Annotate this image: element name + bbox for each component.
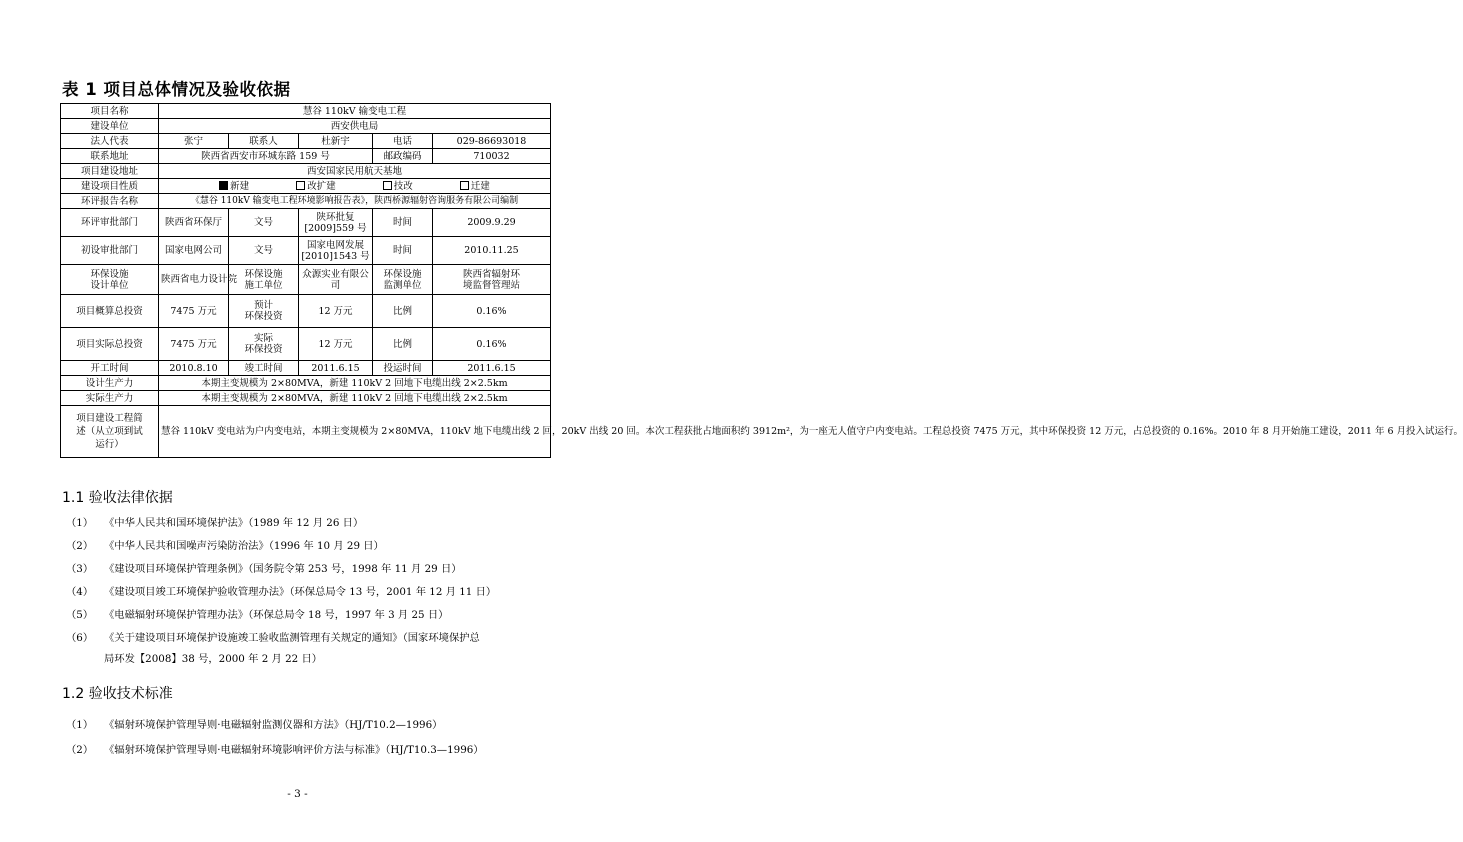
actual-value: 7475 万元 bbox=[159, 328, 229, 361]
site-label: 项目建设地址 bbox=[61, 164, 159, 179]
list-item-continuation: 局环发【2008】38 号，2000 年 2 月 22 日） bbox=[104, 653, 323, 665]
list-item: （1） 《辐射环境保护管理导则·电磁辐射监测仪器和方法》（HJ/T10.2—1996） bbox=[66, 719, 443, 731]
project-name-label: 项目名称 bbox=[61, 104, 159, 119]
start-value: 2010.8.10 bbox=[159, 361, 229, 376]
row-builder bbox=[61, 119, 551, 134]
row-legal-rep bbox=[61, 134, 551, 149]
finish-label: 竣工时间 bbox=[229, 361, 299, 376]
nature-options bbox=[159, 179, 551, 194]
design-capacity-label: 设计生产力 bbox=[61, 376, 159, 391]
row-eia-approval bbox=[61, 209, 551, 237]
actual-ratio-label: 比例 bbox=[373, 328, 433, 361]
postcode-value: 710032 bbox=[433, 149, 551, 164]
checkbox-checked-icon bbox=[219, 181, 228, 190]
legal-rep-value: 张宁 bbox=[159, 134, 229, 149]
eia-time-value: 2009.9.29 bbox=[433, 209, 551, 237]
eia-dept-value: 陕西省环保厅 bbox=[159, 209, 229, 237]
design-capacity-value: 本期主变规模为 2×80MVA，新建 110kV 2 回地下电缆出线 2×2.5km bbox=[159, 376, 551, 391]
project-overview-table bbox=[60, 103, 1463, 458]
env-monitor-label: 环保设施 监测单位 bbox=[373, 265, 433, 295]
nature-option: 迁建 bbox=[460, 181, 490, 192]
address-label: 联系地址 bbox=[61, 149, 159, 164]
budget-label: 项目概算总投资 bbox=[61, 295, 159, 328]
site-value: 西安国家民用航天基地 bbox=[159, 164, 551, 179]
list-item: （3） 《建设项目环境保护管理条例》（国务院令第 253 号，1998 年 11 月 29 日） bbox=[66, 563, 462, 575]
actual-capacity-label: 实际生产力 bbox=[61, 391, 159, 406]
actual-env-label: 实际 环保投资 bbox=[229, 328, 299, 361]
row-actual-capacity bbox=[61, 391, 551, 406]
row-env-units bbox=[61, 265, 551, 295]
actual-label: 项目实际总投资 bbox=[61, 328, 159, 361]
row-brief bbox=[61, 406, 551, 458]
eia-report-value: 《慧谷 110kV 输变电工程环境影响报告表》，陕西桥源辐射咨询服务有限公司编制 bbox=[159, 194, 551, 209]
builder-value: 西安供电局 bbox=[159, 119, 551, 134]
pre-time-label: 时间 bbox=[373, 237, 433, 265]
list-item: （2） 《中华人民共和国噪声污染防治法》（1996 年 10 月 29 日） bbox=[66, 540, 384, 552]
brief-value: 慧谷 110kV 变电站为户内变电站，本期主变规模为 2×80MVA，110kV 地下电缆出线 2 回，20kV 出线 20 回。本次工程获批占地面积约 3912m²，为一座无人值守户内变电站。工程总投资 7475 万元，其中环保投资 12 万元，占总投资的 0.16%。2010 年 8 月开始施工建设，2011 年 6 月投入试运行。 bbox=[159, 406, 551, 458]
budget-env-label: 预计 环保投资 bbox=[229, 295, 299, 328]
budget-env-value: 12 万元 bbox=[299, 295, 373, 328]
row-project-name bbox=[61, 104, 551, 119]
finish-value: 2011.6.15 bbox=[299, 361, 373, 376]
list-item: （2） 《辐射环境保护管理导则·电磁辐射环境影响评价方法与标准》（HJ/T10.3—1996） bbox=[66, 744, 484, 756]
nature-option: 技改 bbox=[383, 181, 413, 192]
builder-label: 建设单位 bbox=[61, 119, 159, 134]
budget-value: 7475 万元 bbox=[159, 295, 229, 328]
list-item: （6） 《关于建设项目环境保护设施竣工验收监测管理有关规定的通知》（国家环境保护总 bbox=[66, 632, 480, 644]
legal-rep-label: 法人代表 bbox=[61, 134, 159, 149]
row-site bbox=[61, 164, 551, 179]
list-item: （1） 《中华人民共和国环境保护法》（1989 年 12 月 26 日） bbox=[66, 517, 364, 529]
page-number: - 3 - bbox=[287, 788, 308, 800]
env-design-label: 环保设施 设计单位 bbox=[61, 265, 159, 295]
page-title: 表 1 项目总体情况及验收依据 bbox=[62, 80, 291, 99]
eia-report-label: 环评报告名称 bbox=[61, 194, 159, 209]
project-name-value: 慧谷 110kV 输变电工程 bbox=[159, 104, 551, 119]
list-item: （5） 《电磁辐射环境保护管理办法》（环保总局令 18 号，1997 年 3 月 25 日） bbox=[66, 609, 449, 621]
section-technical-standards-heading: 1.2 验收技术标准 bbox=[62, 686, 173, 702]
actual-env-value: 12 万元 bbox=[299, 328, 373, 361]
nature-option: 新建 bbox=[219, 181, 249, 192]
contact-label: 联系人 bbox=[229, 134, 299, 149]
row-preliminary-approval bbox=[61, 237, 551, 265]
start-label: 开工时间 bbox=[61, 361, 159, 376]
pre-doc-value: 国家电网发展 [2010]1543 号 bbox=[299, 237, 373, 265]
row-design-capacity bbox=[61, 376, 551, 391]
actual-capacity-value: 本期主变规模为 2×80MVA，新建 110kV 2 回地下电缆出线 2×2.5km bbox=[159, 391, 551, 406]
pre-dept-value: 国家电网公司 bbox=[159, 237, 229, 265]
budget-ratio-value: 0.16% bbox=[433, 295, 551, 328]
trial-label: 投运时间 bbox=[373, 361, 433, 376]
nature-option: 改扩建 bbox=[296, 181, 336, 192]
eia-time-label: 时间 bbox=[373, 209, 433, 237]
brief-label: 项目建设工程简 述（从立项到试 运行） bbox=[61, 406, 159, 458]
checkbox-empty-icon bbox=[383, 181, 392, 190]
budget-ratio-label: 比例 bbox=[373, 295, 433, 328]
checkbox-empty-icon bbox=[296, 181, 305, 190]
phone-label: 电话 bbox=[373, 134, 433, 149]
env-design-value: 陕西省电力设计院 bbox=[159, 265, 229, 295]
address-value: 陕西省西安市环城东路 159 号 bbox=[159, 149, 373, 164]
contact-value: 杜新宇 bbox=[299, 134, 373, 149]
trial-value: 2011.6.15 bbox=[433, 361, 551, 376]
row-schedule bbox=[61, 361, 551, 376]
nature-label: 建设项目性质 bbox=[61, 179, 159, 194]
section-legal-basis-heading: 1.1 验收法律依据 bbox=[62, 490, 173, 506]
legal-basis-list bbox=[66, 512, 556, 671]
row-address bbox=[61, 149, 551, 164]
pre-doc-label: 文号 bbox=[229, 237, 299, 265]
eia-doc-label: 文号 bbox=[229, 209, 299, 237]
actual-ratio-value: 0.16% bbox=[433, 328, 551, 361]
eia-dept-label: 环评审批部门 bbox=[61, 209, 159, 237]
phone-value: 029-86693018 bbox=[433, 134, 551, 149]
postcode-label: 邮政编码 bbox=[373, 149, 433, 164]
env-build-value: 众源实业有限公 司 bbox=[299, 265, 373, 295]
env-build-label: 环保设施 施工单位 bbox=[229, 265, 299, 295]
row-eia-report bbox=[61, 194, 551, 209]
eia-doc-value: 陕环批复 [2009]559 号 bbox=[299, 209, 373, 237]
checkbox-empty-icon bbox=[460, 181, 469, 190]
env-monitor-value: 陕西省辐射环 境监督管理站 bbox=[433, 265, 551, 295]
row-nature bbox=[61, 179, 551, 194]
row-actual-investment bbox=[61, 328, 551, 361]
row-budget bbox=[61, 295, 551, 328]
list-item: （4） 《建设项目竣工环境保护验收管理办法》（环保总局令 13 号，2001 年 12 月 11 日） bbox=[66, 586, 497, 598]
pre-dept-label: 初设审批部门 bbox=[61, 237, 159, 265]
pre-time-value: 2010.11.25 bbox=[433, 237, 551, 265]
